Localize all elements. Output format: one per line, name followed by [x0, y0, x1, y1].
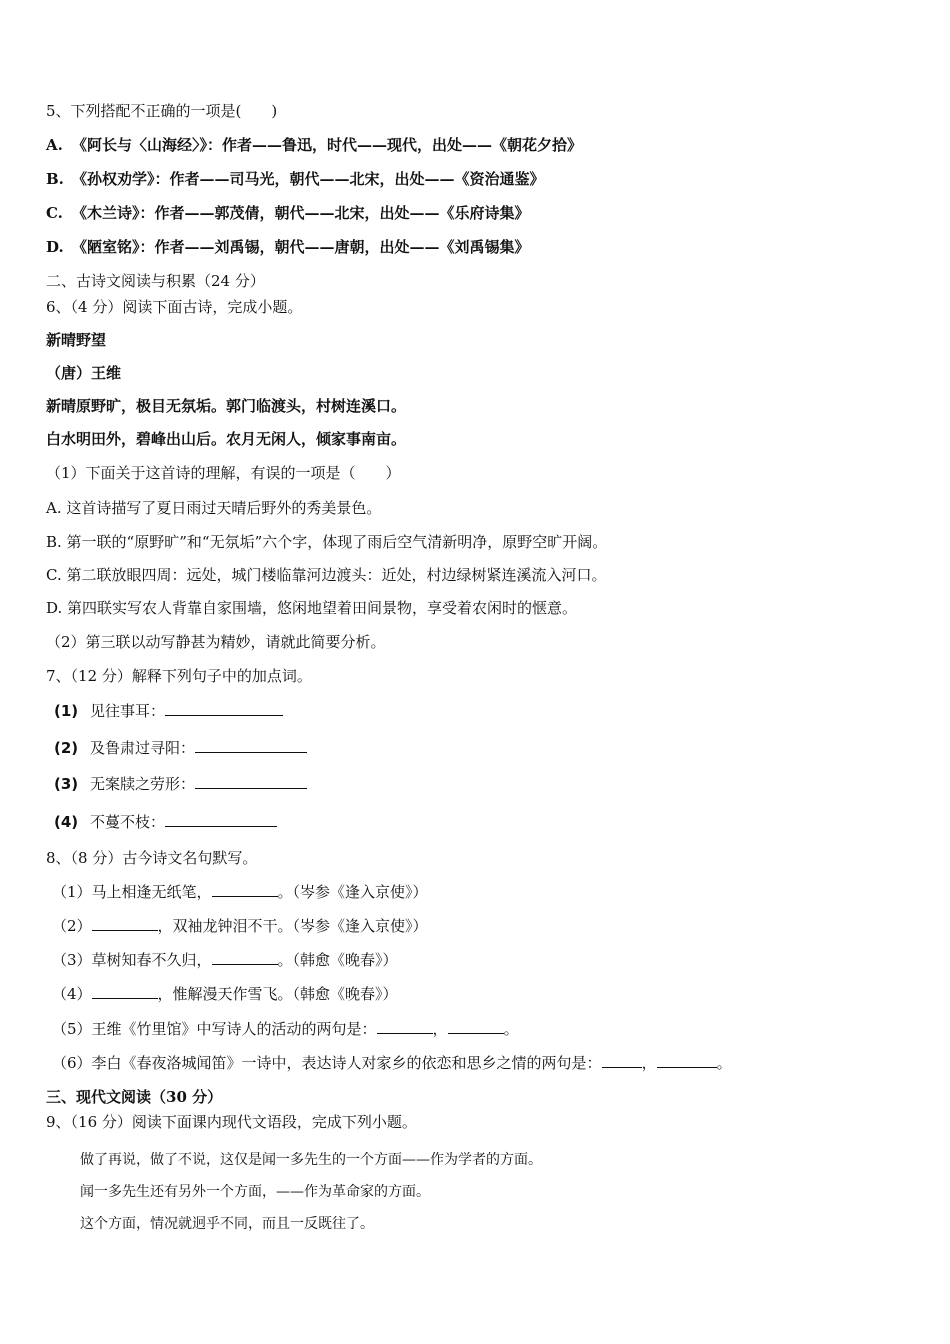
- section-title: 二、古诗文阅读与积累（24 分）: [46, 272, 265, 290]
- item-text: 见往事耳：: [90, 702, 166, 720]
- answer-blank[interactable]: [448, 1019, 504, 1034]
- line-text: （3）草树知春不久归，: [52, 951, 212, 969]
- q5-option-d[interactable]: [46, 237, 530, 257]
- poem-line: 白水明田外，碧峰出山后。农月无闲人，倾家事南亩。: [46, 430, 407, 448]
- answer-blank[interactable]: [657, 1053, 717, 1068]
- answer-blank[interactable]: [92, 984, 158, 999]
- q5-stem: 5、下列搭配不正确的一项是( ): [46, 102, 278, 120]
- q6-option-d[interactable]: D. 第四联实写农人背靠自家围墙，悠闲地望着田间景物，享受着农闲时的惬意。: [46, 599, 578, 617]
- q7-item: [54, 738, 307, 758]
- option-label: D.: [46, 238, 64, 256]
- q8-stem: 8、（8 分）古今诗文名句默写。: [46, 849, 258, 867]
- passage-paragraph: 做了再说，做了不说，这仅是闻一多先生的一个方面——作为学者的方面。: [80, 1152, 542, 1168]
- poem-author: （唐）王维: [46, 364, 122, 382]
- line-text: （1）马上相逢无纸笔，: [52, 883, 212, 901]
- q7-item: [54, 812, 277, 832]
- q6-option-b[interactable]: B. 第一联的“原野旷”和“无氛垢”六个字，体现了雨后空气清新明净，原野空旷开阔。: [46, 533, 608, 551]
- answer-blank[interactable]: [92, 916, 158, 931]
- q5-option-c[interactable]: [46, 203, 530, 223]
- poem-line: 新晴原野旷，极目无氛垢。郭门临渡头，村树连溪口。: [46, 397, 407, 415]
- line-text: 。（岑参《逢入京使》）: [277, 883, 428, 901]
- q7-item: [54, 774, 307, 794]
- line-text: 。: [503, 1020, 519, 1038]
- q6-option-c[interactable]: C. 第二联放眼四周：远处，城门楼临靠河边渡头：近处，村边绿树紧连溪流入河口。: [46, 566, 607, 584]
- answer-blank[interactable]: [195, 738, 307, 753]
- option-label: B.: [46, 170, 64, 188]
- q8-line-4: [52, 984, 398, 1004]
- q6-sub2: （2）第三联以动写静甚为精妙，请就此简要分析。: [46, 633, 386, 651]
- answer-blank[interactable]: [602, 1053, 642, 1068]
- q8-line-6: [52, 1053, 732, 1073]
- item-number: (2): [54, 739, 79, 757]
- answer-blank[interactable]: [195, 774, 307, 789]
- item-number: (3): [54, 775, 79, 793]
- line-text: ，: [641, 1054, 657, 1072]
- q6-stem: 6、（4 分）阅读下面古诗，完成小题。: [46, 298, 303, 316]
- line-text: 。: [716, 1054, 732, 1072]
- answer-blank[interactable]: [212, 950, 278, 965]
- q6-option-a[interactable]: A. 这首诗描写了夏日雨过天晴后野外的秀美景色。: [46, 499, 382, 517]
- passage-paragraph: 这个方面，情况就迥乎不同，而且一反既往了。: [80, 1216, 374, 1232]
- answer-blank[interactable]: [165, 701, 283, 716]
- item-text: 无案牍之劳形：: [90, 775, 196, 793]
- q7-item: [54, 701, 283, 721]
- answer-blank[interactable]: [377, 1019, 433, 1034]
- option-text: 《阿长与〈山海经〉》：作者——鲁迅，时代——现代，出处——《朝花夕拾》: [72, 136, 583, 154]
- option-text: 《孙权劝学》：作者——司马光，朝代——北宋，出处——《资治通鉴》: [72, 170, 545, 188]
- item-text: 及鲁肃过寻阳：: [90, 739, 196, 757]
- option-label: A.: [46, 136, 63, 154]
- section-title: 三、现代文阅读（30 分）: [46, 1088, 223, 1106]
- answer-blank[interactable]: [212, 882, 278, 897]
- item-number: (1): [54, 702, 79, 720]
- poem-title: 新晴野望: [46, 331, 107, 349]
- line-text: ，: [432, 1020, 448, 1038]
- q8-line-5: [52, 1019, 519, 1039]
- option-text: 《木兰诗》：作者——郭茂倩，朝代——北宋，出处——《乐府诗集》: [72, 204, 530, 222]
- line-text: （5）王维《竹里馆》中写诗人的活动的两句是：: [52, 1020, 377, 1038]
- passage-paragraph: 闻一多先生还有另外一个方面，——作为革命家的方面。: [80, 1184, 430, 1200]
- q6-sub1: （1）下面关于这首诗的理解，有误的一项是（ ）: [46, 464, 401, 482]
- line-text: 。（韩愈《晚春》）: [277, 951, 398, 969]
- line-text: （2）: [52, 917, 92, 935]
- option-label: C.: [46, 204, 63, 222]
- line-text: ，惟解漫天作雪飞。（韩愈《晚春》）: [157, 985, 398, 1003]
- q7-stem: 7、（12 分）解释下列句子中的加点词。: [46, 667, 312, 685]
- q8-line-1: [52, 882, 428, 902]
- q8-line-2: [52, 916, 428, 936]
- answer-blank[interactable]: [165, 812, 277, 827]
- line-text: ，双袖龙钟泪不干。（岑参《逢入京使》）: [157, 917, 428, 935]
- line-text: （6）李白《春夜洛城闻笛》一诗中，表达诗人对家乡的依恋和思乡之情的两句是：: [52, 1054, 602, 1072]
- q9-stem: 9、（16 分）阅读下面课内现代文语段，完成下列小题。: [46, 1113, 417, 1131]
- q5-option-b[interactable]: [46, 169, 545, 189]
- q8-line-3: [52, 950, 398, 970]
- q5-option-a[interactable]: [46, 135, 582, 155]
- option-text: 《陋室铭》：作者——刘禹锡，朝代——唐朝，出处——《刘禹锡集》: [72, 238, 530, 256]
- line-text: （4）: [52, 985, 92, 1003]
- item-text: 不蔓不枝：: [90, 813, 166, 831]
- item-number: (4): [54, 813, 79, 831]
